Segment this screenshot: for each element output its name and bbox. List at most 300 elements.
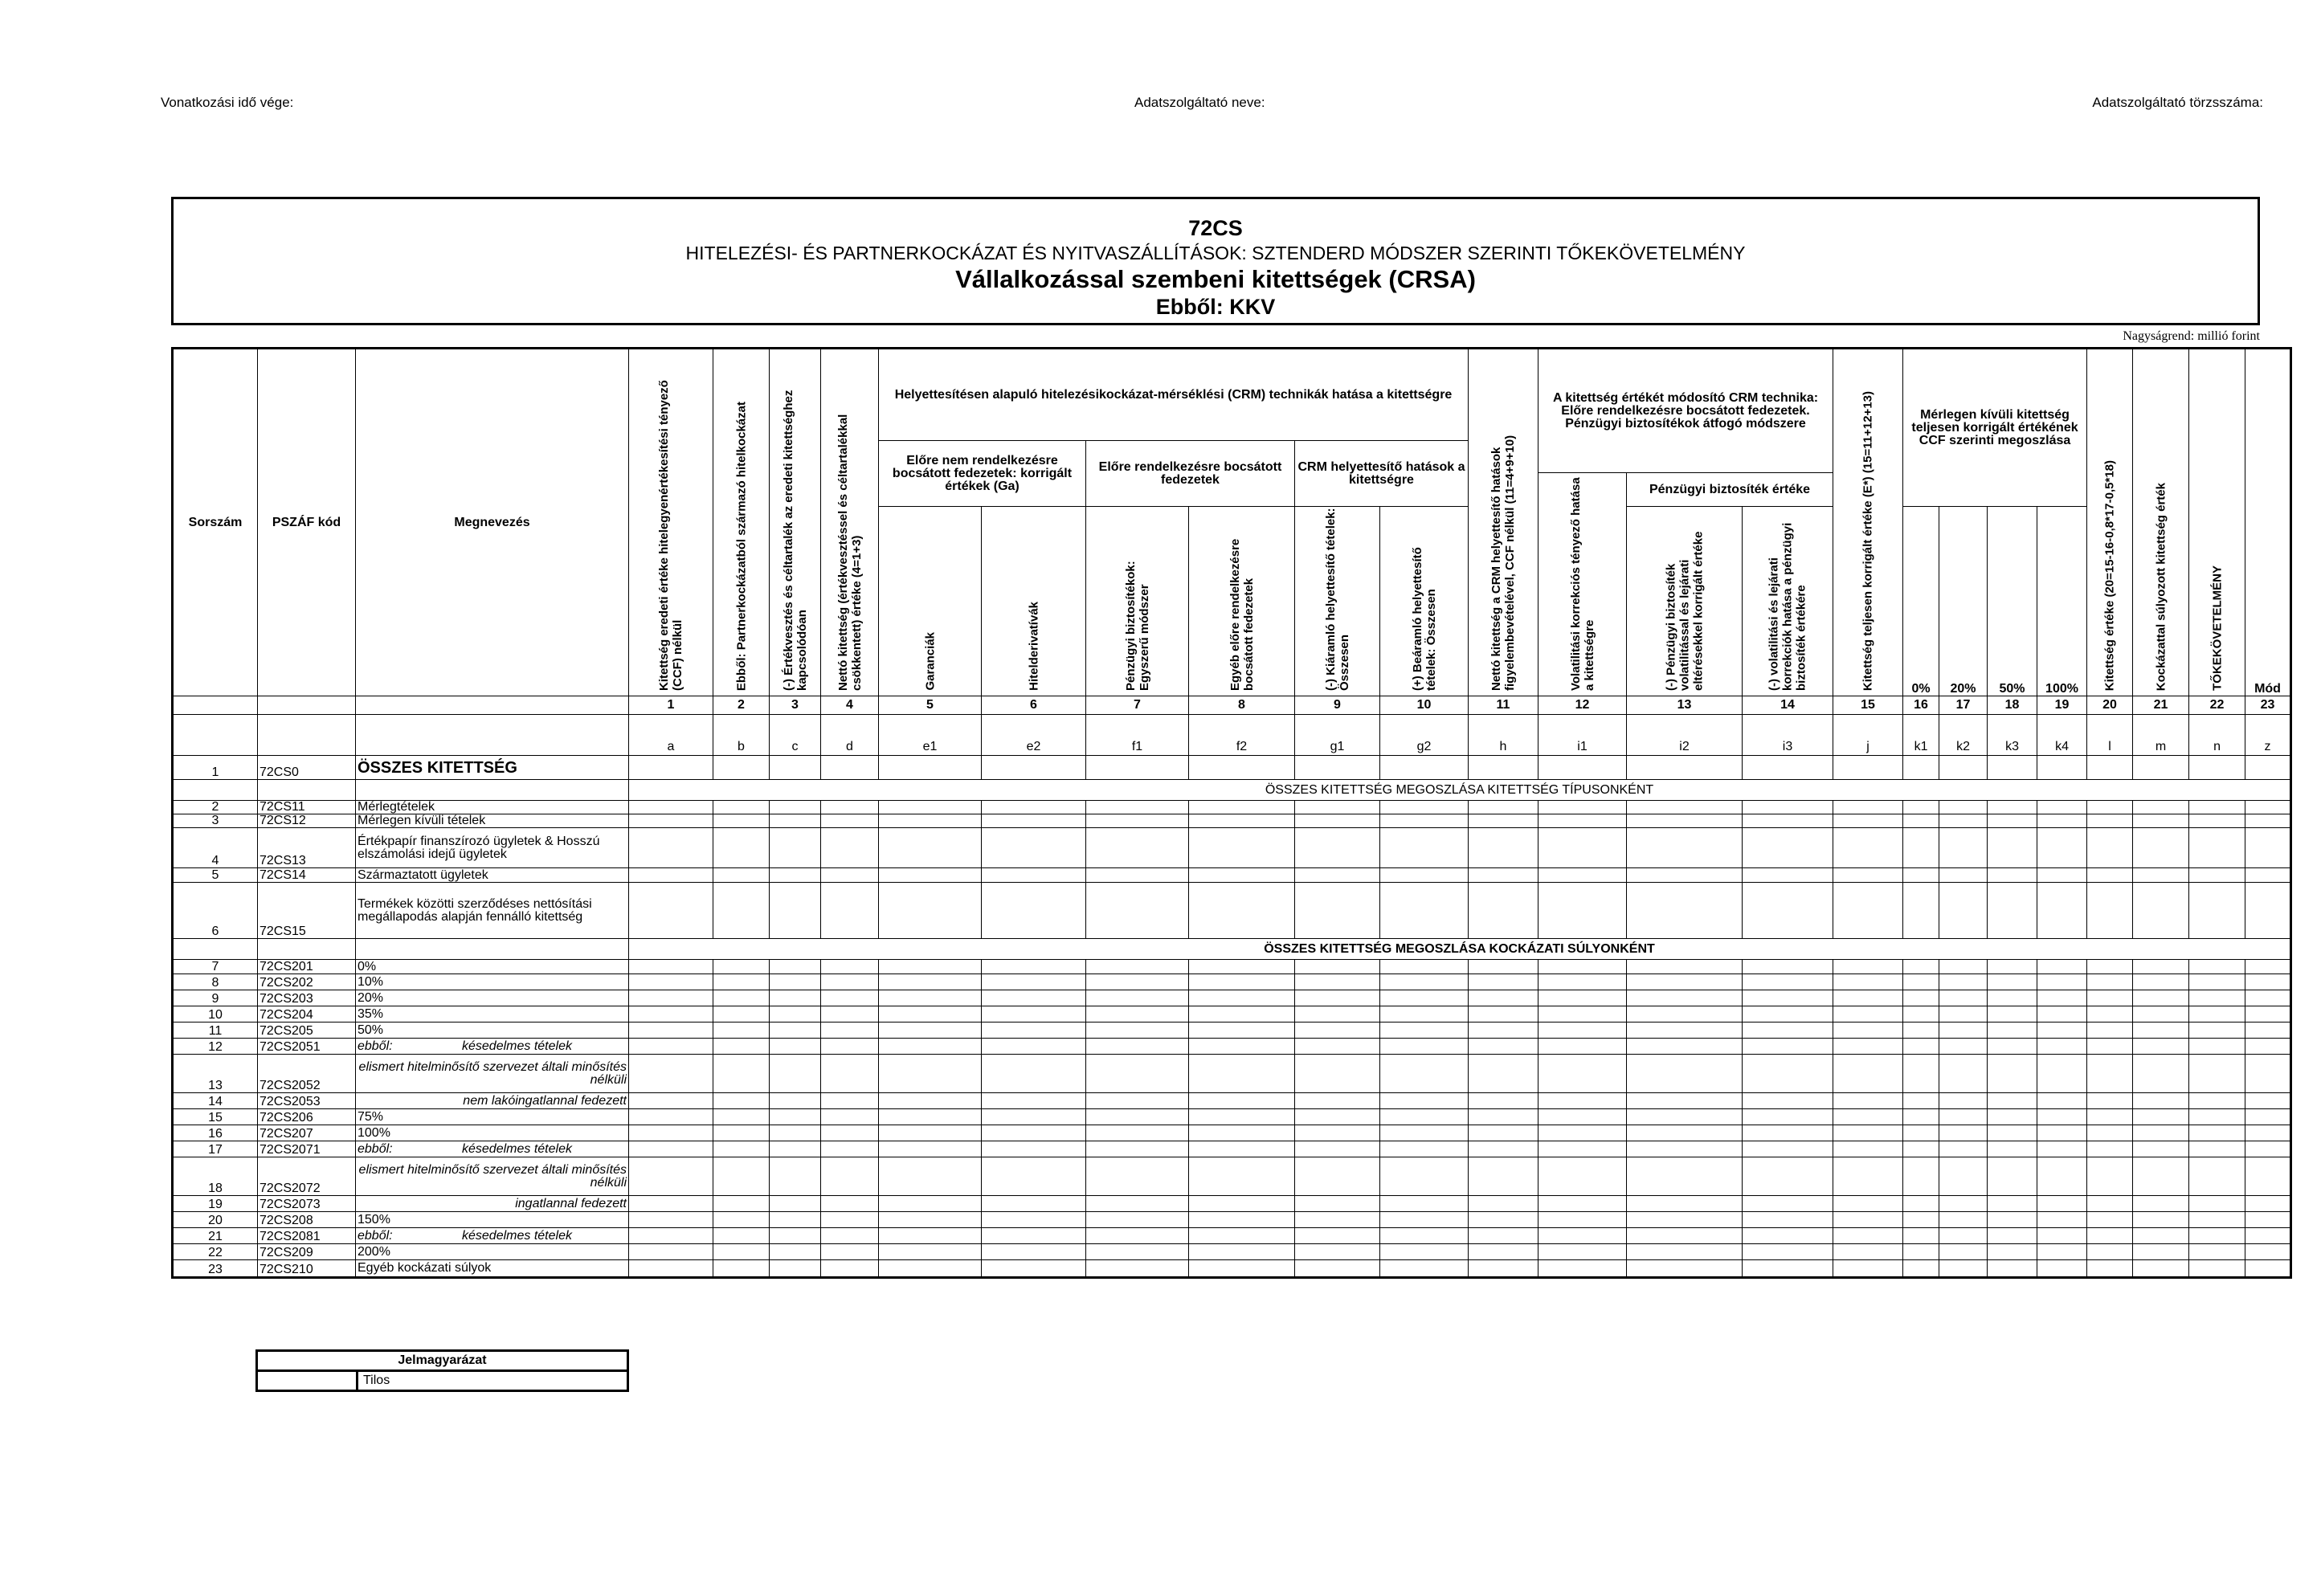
data-cell[interactable] <box>713 1125 770 1141</box>
data-cell[interactable] <box>1743 974 1833 990</box>
data-cell[interactable] <box>1833 1006 1903 1023</box>
data-cell[interactable] <box>879 1023 982 1039</box>
data-cell[interactable] <box>821 1141 879 1157</box>
data-cell[interactable] <box>879 1006 982 1023</box>
data-cell[interactable] <box>1189 1196 1295 1212</box>
data-cell[interactable] <box>1833 960 1903 974</box>
data-cell[interactable] <box>2245 1125 2291 1141</box>
data-cell[interactable] <box>770 1125 821 1141</box>
data-cell[interactable] <box>1988 1006 2037 1023</box>
data-cell[interactable] <box>2133 1196 2189 1212</box>
data-cell[interactable] <box>1988 974 2037 990</box>
data-cell[interactable] <box>1380 1228 1469 1244</box>
data-cell[interactable] <box>1469 1228 1538 1244</box>
data-cell[interactable] <box>2245 990 2291 1006</box>
data-cell[interactable] <box>713 1039 770 1055</box>
data-cell[interactable] <box>982 990 1086 1006</box>
data-cell[interactable] <box>1743 1093 1833 1109</box>
data-cell[interactable] <box>770 1039 821 1055</box>
data-cell[interactable] <box>1295 801 1380 814</box>
data-cell[interactable] <box>629 868 713 883</box>
data-cell[interactable] <box>1189 814 1295 828</box>
data-cell[interactable] <box>1469 814 1538 828</box>
data-cell[interactable] <box>1189 868 1295 883</box>
data-cell[interactable] <box>1988 1212 2037 1228</box>
data-cell[interactable] <box>713 1228 770 1244</box>
data-cell[interactable] <box>1988 868 2037 883</box>
data-cell[interactable] <box>1538 1006 1627 1023</box>
data-cell[interactable] <box>1939 1196 1988 1212</box>
data-cell[interactable] <box>1743 828 1833 868</box>
data-cell[interactable] <box>770 1244 821 1260</box>
data-cell[interactable] <box>982 1260 1086 1278</box>
data-cell[interactable] <box>1538 990 1627 1006</box>
data-cell[interactable] <box>1380 1125 1469 1141</box>
data-cell[interactable] <box>1743 1244 1833 1260</box>
data-cell[interactable] <box>1627 868 1743 883</box>
data-cell[interactable] <box>1988 1141 2037 1157</box>
data-cell[interactable] <box>2189 1244 2245 1260</box>
data-cell[interactable] <box>770 814 821 828</box>
data-cell[interactable] <box>1939 990 1988 1006</box>
data-cell[interactable] <box>1903 1228 1939 1244</box>
data-cell[interactable] <box>879 814 982 828</box>
data-cell[interactable] <box>1743 1125 1833 1141</box>
data-cell[interactable] <box>1833 868 1903 883</box>
data-cell[interactable] <box>2133 1055 2189 1093</box>
data-cell[interactable] <box>629 1212 713 1228</box>
data-cell[interactable] <box>2133 1006 2189 1023</box>
data-cell[interactable] <box>2189 828 2245 868</box>
data-cell[interactable] <box>821 1039 879 1055</box>
data-cell[interactable] <box>1295 1196 1380 1212</box>
data-cell[interactable] <box>1939 974 1988 990</box>
data-cell[interactable] <box>1380 868 1469 883</box>
data-cell[interactable] <box>1538 828 1627 868</box>
data-cell[interactable] <box>879 756 982 780</box>
data-cell[interactable] <box>879 1055 982 1093</box>
data-cell[interactable] <box>1189 1212 1295 1228</box>
data-cell[interactable] <box>1189 960 1295 974</box>
data-cell[interactable] <box>879 1212 982 1228</box>
data-cell[interactable] <box>1086 1141 1189 1157</box>
data-cell[interactable] <box>1903 828 1939 868</box>
data-cell[interactable] <box>1295 1125 1380 1141</box>
data-cell[interactable] <box>713 1023 770 1039</box>
data-cell[interactable] <box>1469 801 1538 814</box>
data-cell[interactable] <box>1988 1196 2037 1212</box>
data-cell[interactable] <box>879 1039 982 1055</box>
data-cell[interactable] <box>1380 1039 1469 1055</box>
data-cell[interactable] <box>1469 868 1538 883</box>
data-cell[interactable] <box>2087 1055 2133 1093</box>
data-cell[interactable] <box>2087 990 2133 1006</box>
data-cell[interactable] <box>821 868 879 883</box>
data-cell[interactable] <box>982 1228 1086 1244</box>
data-cell[interactable] <box>1939 1039 1988 1055</box>
data-cell[interactable] <box>1627 1212 1743 1228</box>
data-cell[interactable] <box>2245 883 2291 939</box>
data-cell[interactable] <box>2189 1006 2245 1023</box>
data-cell[interactable] <box>1538 1141 1627 1157</box>
data-cell[interactable] <box>1538 1157 1627 1196</box>
data-cell[interactable] <box>2133 801 2189 814</box>
data-cell[interactable] <box>879 1260 982 1278</box>
data-cell[interactable] <box>2037 756 2087 780</box>
data-cell[interactable] <box>1380 1157 1469 1196</box>
data-cell[interactable] <box>1903 1244 1939 1260</box>
data-cell[interactable] <box>1189 1023 1295 1039</box>
data-cell[interactable] <box>821 1055 879 1093</box>
data-cell[interactable] <box>2245 814 2291 828</box>
data-cell[interactable] <box>821 801 879 814</box>
data-cell[interactable] <box>2245 801 2291 814</box>
data-cell[interactable] <box>2037 1093 2087 1109</box>
data-cell[interactable] <box>1469 974 1538 990</box>
data-cell[interactable] <box>713 883 770 939</box>
data-cell[interactable] <box>2037 814 2087 828</box>
data-cell[interactable] <box>1833 1039 1903 1055</box>
data-cell[interactable] <box>770 1228 821 1244</box>
data-cell[interactable] <box>1086 868 1189 883</box>
data-cell[interactable] <box>2133 1260 2189 1278</box>
data-cell[interactable] <box>821 1093 879 1109</box>
data-cell[interactable] <box>2087 1039 2133 1055</box>
data-cell[interactable] <box>2087 1244 2133 1260</box>
data-cell[interactable] <box>2087 960 2133 974</box>
data-cell[interactable] <box>821 1196 879 1212</box>
data-cell[interactable] <box>1086 883 1189 939</box>
data-cell[interactable] <box>1939 756 1988 780</box>
data-cell[interactable] <box>1469 1055 1538 1093</box>
data-cell[interactable] <box>1743 990 1833 1006</box>
data-cell[interactable] <box>629 1244 713 1260</box>
data-cell[interactable] <box>1903 1006 1939 1023</box>
data-cell[interactable] <box>770 1260 821 1278</box>
data-cell[interactable] <box>1538 1244 1627 1260</box>
data-cell[interactable] <box>982 814 1086 828</box>
data-cell[interactable] <box>1295 868 1380 883</box>
data-cell[interactable] <box>1833 883 1903 939</box>
data-cell[interactable] <box>1939 960 1988 974</box>
data-cell[interactable] <box>1295 1157 1380 1196</box>
data-cell[interactable] <box>821 814 879 828</box>
data-cell[interactable] <box>1627 1125 1743 1141</box>
data-cell[interactable] <box>713 1244 770 1260</box>
data-cell[interactable] <box>2245 1023 2291 1039</box>
data-cell[interactable] <box>1295 1228 1380 1244</box>
data-cell[interactable] <box>2037 974 2087 990</box>
data-cell[interactable] <box>770 868 821 883</box>
data-cell[interactable] <box>1903 1141 1939 1157</box>
data-cell[interactable] <box>982 1212 1086 1228</box>
data-cell[interactable] <box>1988 814 2037 828</box>
data-cell[interactable] <box>1833 801 1903 814</box>
data-cell[interactable] <box>2133 1039 2189 1055</box>
data-cell[interactable] <box>821 1228 879 1244</box>
data-cell[interactable] <box>1903 990 1939 1006</box>
data-cell[interactable] <box>1903 1039 1939 1055</box>
data-cell[interactable] <box>2133 1244 2189 1260</box>
data-cell[interactable] <box>1833 1244 1903 1260</box>
data-cell[interactable] <box>1086 1055 1189 1093</box>
data-cell[interactable] <box>1295 756 1380 780</box>
data-cell[interactable] <box>821 990 879 1006</box>
data-cell[interactable] <box>2133 1157 2189 1196</box>
data-cell[interactable] <box>1988 1109 2037 1125</box>
data-cell[interactable] <box>1380 1109 1469 1125</box>
data-cell[interactable] <box>2245 1055 2291 1093</box>
data-cell[interactable] <box>1939 868 1988 883</box>
data-cell[interactable] <box>1743 1141 1833 1157</box>
data-cell[interactable] <box>1469 1141 1538 1157</box>
data-cell[interactable] <box>1538 868 1627 883</box>
data-cell[interactable] <box>2245 1212 2291 1228</box>
data-cell[interactable] <box>713 1212 770 1228</box>
data-cell[interactable] <box>1189 974 1295 990</box>
data-cell[interactable] <box>1469 990 1538 1006</box>
data-cell[interactable] <box>2037 1109 2087 1125</box>
data-cell[interactable] <box>2037 1244 2087 1260</box>
data-cell[interactable] <box>1189 883 1295 939</box>
data-cell[interactable] <box>1086 974 1189 990</box>
data-cell[interactable] <box>770 801 821 814</box>
data-cell[interactable] <box>1189 1228 1295 1244</box>
data-cell[interactable] <box>2245 1039 2291 1055</box>
data-cell[interactable] <box>1469 1006 1538 1023</box>
data-cell[interactable] <box>1295 974 1380 990</box>
data-cell[interactable] <box>629 1157 713 1196</box>
data-cell[interactable] <box>1627 1055 1743 1093</box>
data-cell[interactable] <box>1627 1023 1743 1039</box>
data-cell[interactable] <box>1295 814 1380 828</box>
data-cell[interactable] <box>1086 1228 1189 1244</box>
data-cell[interactable] <box>1833 1023 1903 1039</box>
data-cell[interactable] <box>1988 1228 2037 1244</box>
data-cell[interactable] <box>1380 1260 1469 1278</box>
data-cell[interactable] <box>2133 1125 2189 1141</box>
data-cell[interactable] <box>2037 1125 2087 1141</box>
data-cell[interactable] <box>1380 814 1469 828</box>
data-cell[interactable] <box>1627 1260 1743 1278</box>
data-cell[interactable] <box>770 756 821 780</box>
data-cell[interactable] <box>982 883 1086 939</box>
data-cell[interactable] <box>1469 828 1538 868</box>
data-cell[interactable] <box>1189 990 1295 1006</box>
data-cell[interactable] <box>1380 1196 1469 1212</box>
data-cell[interactable] <box>1743 1055 1833 1093</box>
data-cell[interactable] <box>1380 801 1469 814</box>
data-cell[interactable] <box>629 1093 713 1109</box>
data-cell[interactable] <box>1988 1055 2037 1093</box>
data-cell[interactable] <box>1627 756 1743 780</box>
data-cell[interactable] <box>2189 1212 2245 1228</box>
data-cell[interactable] <box>1086 990 1189 1006</box>
data-cell[interactable] <box>1295 1055 1380 1093</box>
data-cell[interactable] <box>1086 1196 1189 1212</box>
data-cell[interactable] <box>879 1228 982 1244</box>
data-cell[interactable] <box>1903 1023 1939 1039</box>
data-cell[interactable] <box>770 883 821 939</box>
data-cell[interactable] <box>1469 1125 1538 1141</box>
data-cell[interactable] <box>1086 828 1189 868</box>
data-cell[interactable] <box>1627 960 1743 974</box>
data-cell[interactable] <box>1538 756 1627 780</box>
data-cell[interactable] <box>2087 1093 2133 1109</box>
data-cell[interactable] <box>1833 1141 1903 1157</box>
data-cell[interactable] <box>1086 1006 1189 1023</box>
data-cell[interactable] <box>1627 1196 1743 1212</box>
data-cell[interactable] <box>2133 1109 2189 1125</box>
data-cell[interactable] <box>2189 1023 2245 1039</box>
data-cell[interactable] <box>1743 1157 1833 1196</box>
data-cell[interactable] <box>1939 814 1988 828</box>
data-cell[interactable] <box>879 1093 982 1109</box>
data-cell[interactable] <box>2245 960 2291 974</box>
data-cell[interactable] <box>1833 1055 1903 1093</box>
data-cell[interactable] <box>2037 1228 2087 1244</box>
data-cell[interactable] <box>1988 1157 2037 1196</box>
data-cell[interactable] <box>879 1244 982 1260</box>
data-cell[interactable] <box>1833 1212 1903 1228</box>
data-cell[interactable] <box>1189 1055 1295 1093</box>
data-cell[interactable] <box>713 974 770 990</box>
data-cell[interactable] <box>2087 756 2133 780</box>
data-cell[interactable] <box>1380 1141 1469 1157</box>
data-cell[interactable] <box>982 1196 1086 1212</box>
data-cell[interactable] <box>2245 1093 2291 1109</box>
data-cell[interactable] <box>1189 828 1295 868</box>
data-cell[interactable] <box>1903 974 1939 990</box>
data-cell[interactable] <box>1295 1039 1380 1055</box>
data-cell[interactable] <box>1833 1093 1903 1109</box>
data-cell[interactable] <box>2245 1260 2291 1278</box>
data-cell[interactable] <box>982 974 1086 990</box>
data-cell[interactable] <box>1627 828 1743 868</box>
data-cell[interactable] <box>1295 1244 1380 1260</box>
data-cell[interactable] <box>1189 801 1295 814</box>
data-cell[interactable] <box>629 883 713 939</box>
data-cell[interactable] <box>1903 868 1939 883</box>
data-cell[interactable] <box>629 1125 713 1141</box>
data-cell[interactable] <box>1086 1125 1189 1141</box>
data-cell[interactable] <box>1743 1006 1833 1023</box>
data-cell[interactable] <box>1939 1109 1988 1125</box>
data-cell[interactable] <box>1086 1039 1189 1055</box>
data-cell[interactable] <box>2189 1260 2245 1278</box>
data-cell[interactable] <box>1380 1006 1469 1023</box>
data-cell[interactable] <box>2087 1228 2133 1244</box>
data-cell[interactable] <box>1903 1055 1939 1093</box>
data-cell[interactable] <box>1833 1260 1903 1278</box>
data-cell[interactable] <box>2087 828 2133 868</box>
data-cell[interactable] <box>713 960 770 974</box>
data-cell[interactable] <box>629 1196 713 1212</box>
data-cell[interactable] <box>770 1006 821 1023</box>
data-cell[interactable] <box>2087 1109 2133 1125</box>
data-cell[interactable] <box>982 1039 1086 1055</box>
data-cell[interactable] <box>1743 960 1833 974</box>
data-cell[interactable] <box>1743 1196 1833 1212</box>
data-cell[interactable] <box>2189 990 2245 1006</box>
data-cell[interactable] <box>1189 1141 1295 1157</box>
data-cell[interactable] <box>1903 1260 1939 1278</box>
data-cell[interactable] <box>1469 883 1538 939</box>
data-cell[interactable] <box>1189 1109 1295 1125</box>
data-cell[interactable] <box>770 960 821 974</box>
data-cell[interactable] <box>2133 974 2189 990</box>
data-cell[interactable] <box>770 1157 821 1196</box>
data-cell[interactable] <box>1627 1228 1743 1244</box>
data-cell[interactable] <box>1833 814 1903 828</box>
data-cell[interactable] <box>2133 1228 2189 1244</box>
data-cell[interactable] <box>2189 868 2245 883</box>
data-cell[interactable] <box>2189 1125 2245 1141</box>
data-cell[interactable] <box>982 1109 1086 1125</box>
data-cell[interactable] <box>1469 1244 1538 1260</box>
data-cell[interactable] <box>2133 990 2189 1006</box>
data-cell[interactable] <box>2133 828 2189 868</box>
data-cell[interactable] <box>821 756 879 780</box>
data-cell[interactable] <box>629 990 713 1006</box>
data-cell[interactable] <box>2189 974 2245 990</box>
data-cell[interactable] <box>2087 1141 2133 1157</box>
data-cell[interactable] <box>629 828 713 868</box>
data-cell[interactable] <box>2245 868 2291 883</box>
data-cell[interactable] <box>1939 1157 1988 1196</box>
data-cell[interactable] <box>879 960 982 974</box>
data-cell[interactable] <box>1469 1109 1538 1125</box>
data-cell[interactable] <box>1833 1109 1903 1125</box>
data-cell[interactable] <box>1086 1260 1189 1278</box>
data-cell[interactable] <box>1627 974 1743 990</box>
data-cell[interactable] <box>2189 1157 2245 1196</box>
data-cell[interactable] <box>1743 756 1833 780</box>
data-cell[interactable] <box>1538 1196 1627 1212</box>
data-cell[interactable] <box>1189 1093 1295 1109</box>
data-cell[interactable] <box>1939 828 1988 868</box>
data-cell[interactable] <box>1627 1141 1743 1157</box>
data-cell[interactable] <box>2037 1260 2087 1278</box>
data-cell[interactable] <box>1380 756 1469 780</box>
data-cell[interactable] <box>1469 960 1538 974</box>
data-cell[interactable] <box>1295 1260 1380 1278</box>
data-cell[interactable] <box>1295 1109 1380 1125</box>
data-cell[interactable] <box>2245 828 2291 868</box>
data-cell[interactable] <box>2037 883 2087 939</box>
data-cell[interactable] <box>1295 828 1380 868</box>
data-cell[interactable] <box>1939 1023 1988 1039</box>
data-cell[interactable] <box>1295 1006 1380 1023</box>
data-cell[interactable] <box>1833 1157 1903 1196</box>
data-cell[interactable] <box>2087 883 2133 939</box>
data-cell[interactable] <box>879 974 982 990</box>
data-cell[interactable] <box>1627 990 1743 1006</box>
data-cell[interactable] <box>713 801 770 814</box>
data-cell[interactable] <box>1538 1125 1627 1141</box>
data-cell[interactable] <box>629 1260 713 1278</box>
data-cell[interactable] <box>1988 828 2037 868</box>
data-cell[interactable] <box>1189 1260 1295 1278</box>
data-cell[interactable] <box>1939 1055 1988 1093</box>
data-cell[interactable] <box>2037 1196 2087 1212</box>
data-cell[interactable] <box>1295 990 1380 1006</box>
data-cell[interactable] <box>1086 1212 1189 1228</box>
data-cell[interactable] <box>821 828 879 868</box>
data-cell[interactable] <box>2087 814 2133 828</box>
data-cell[interactable] <box>982 1023 1086 1039</box>
data-cell[interactable] <box>821 1006 879 1023</box>
